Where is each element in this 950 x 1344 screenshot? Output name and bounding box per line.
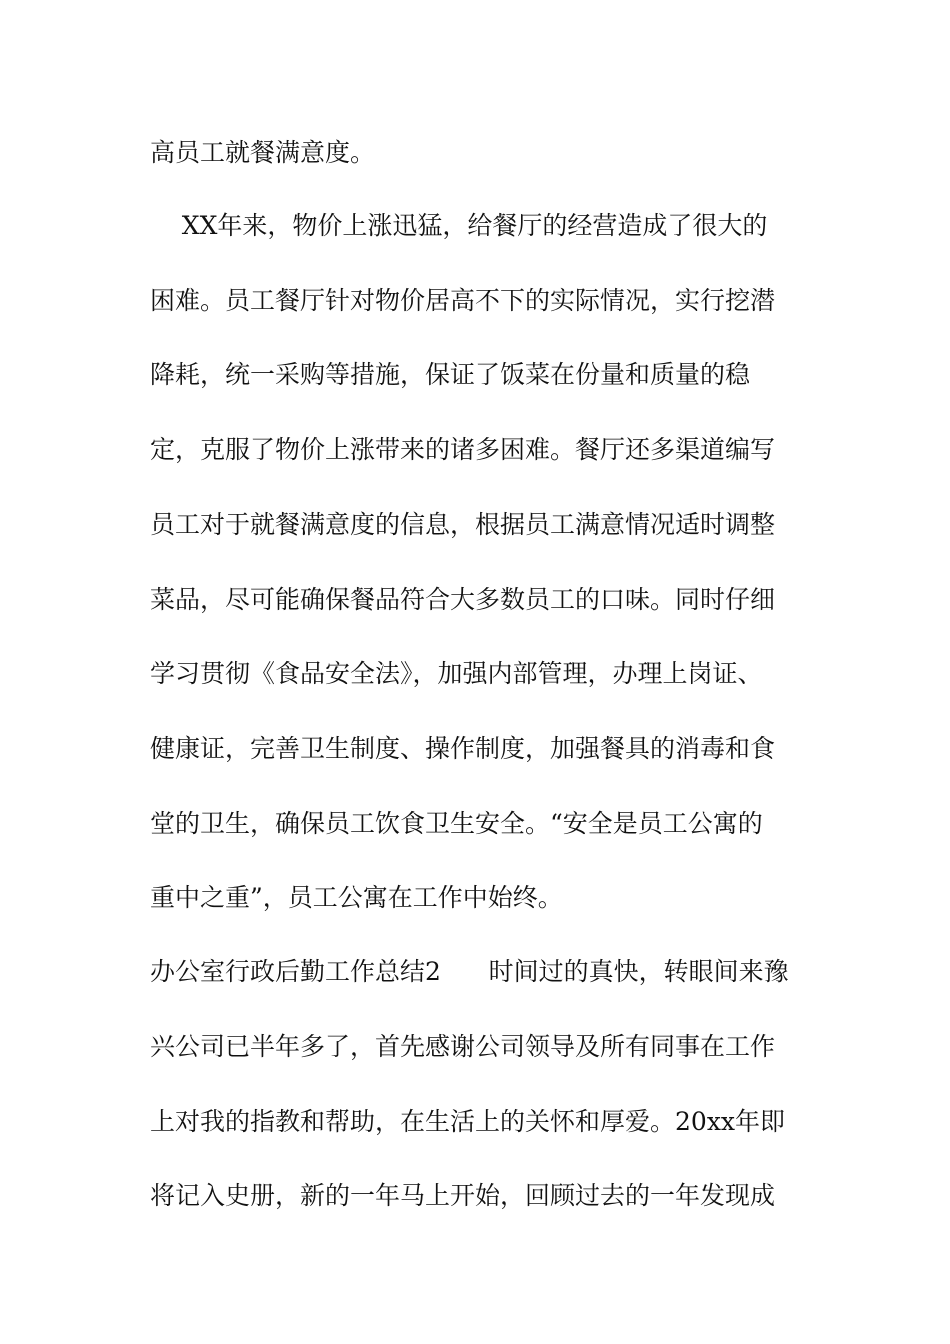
text-line: 定，克服了物价上涨带来的诸多困难。餐厅还多渠道编写 — [150, 435, 776, 464]
text-line: 高员工就餐满意度。 — [150, 138, 376, 167]
text-line: 重中之重”，员工公寓在工作中始终。 — [150, 883, 563, 912]
text-line: 兴公司已半年多了，首先感谢公司领导及所有同事在工作 — [150, 1032, 776, 1061]
text-line: 上对我的指教和帮助，在生活上的关怀和厚爱。20xx年即 — [150, 1107, 786, 1136]
text-line: 学习贯彻《食品安全法》，加强内部管理，办理上岗证、 — [150, 659, 763, 688]
text-line: 困难。员工餐厅针对物价居高不下的实际情况，实行挖潜 — [150, 286, 776, 315]
text-line: 降耗，统一采购等措施，保证了饭菜在份量和质量的稳 — [150, 360, 751, 389]
text-line: 菜品，尽可能确保餐品符合大多数员工的口味。同时仔细 — [150, 585, 776, 614]
text-line: 将记入史册，新的一年马上开始，回顾过去的一年发现成 — [150, 1181, 776, 1210]
text-line: 员工对于就餐满意度的信息，根据员工满意情况适时调整 — [150, 510, 776, 539]
text-line: XX年来，物价上涨迅猛，给餐厅的经营造成了很大的 — [150, 211, 768, 240]
section-heading-line: 办公室行政后勤工作总结2 时间过的真快，转眼间来豫 — [150, 957, 789, 986]
text-line: 堂的卫生，确保员工饮食卫生安全。“安全是员工公寓的 — [150, 809, 763, 838]
text-line: 健康证，完善卫生制度、操作制度，加强餐具的消毒和食 — [150, 734, 776, 763]
